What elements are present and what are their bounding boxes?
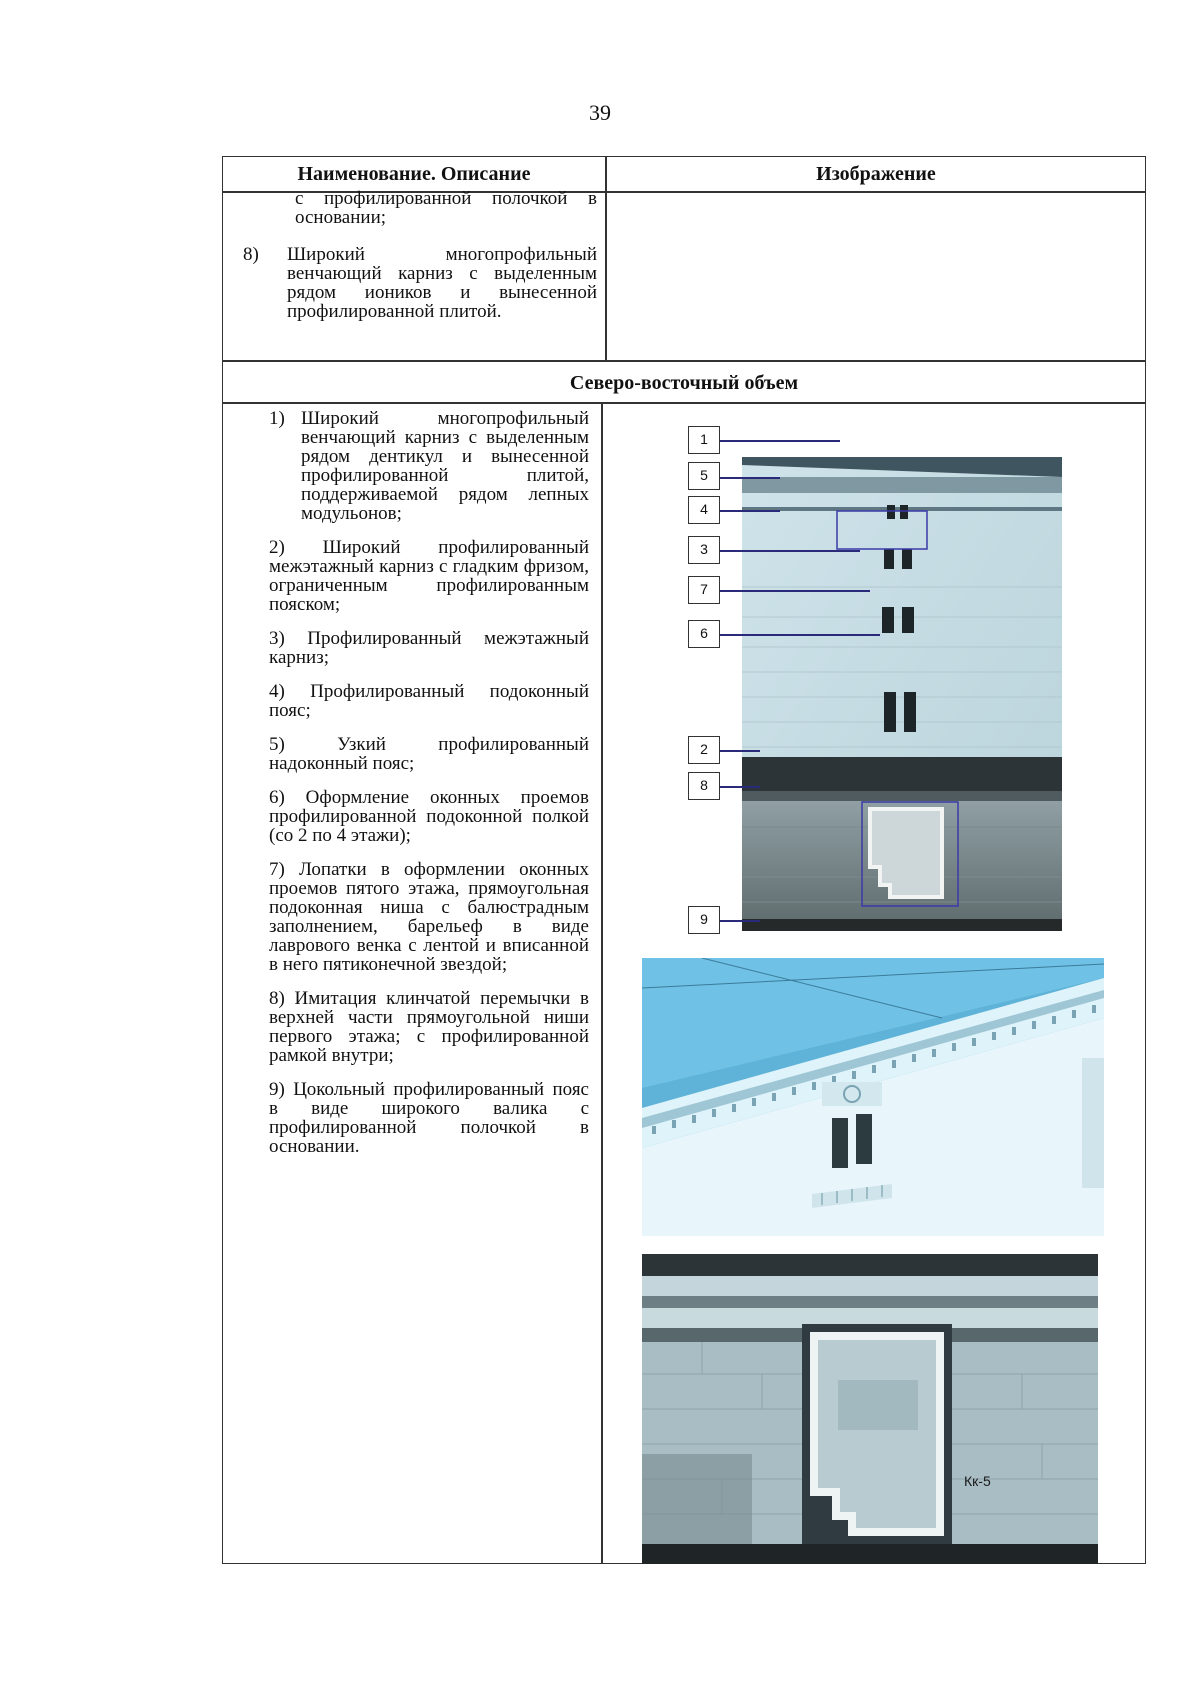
item-number: 8) (243, 244, 259, 265)
item-number: 1) (269, 408, 285, 429)
list-item: 7) Лопатки в оформлении оконных проемов пятого этажа, прямоугольная подоконная ниша с балюстрадным заполнением, барельеф в виде лаврового венка с лентой и вписанной в него пятиконечной звездой; (269, 859, 589, 975)
callout-8: 8 (688, 772, 720, 800)
callout-6: 6 (688, 620, 720, 648)
niche-inscription: Кк-5 (964, 1473, 991, 1489)
list-item: 3) Профилированный межэтажный карниз; (269, 628, 589, 668)
list-item: 4) Профилированный подоконный пояс; (269, 681, 589, 721)
callout-1: 1 (688, 426, 720, 454)
continuation-block (243, 189, 597, 336)
list-item: 9) Цокольный профилированный пояс в виде широкого валика с профилированной полочкой в основании. (269, 1079, 589, 1157)
items-list (269, 409, 589, 1171)
cornice-photo (642, 958, 1104, 1236)
callout-7: 7 (688, 576, 720, 604)
list-item: 6) Оформление оконных проемов профилированной подоконной полкой (со 2 по 4 этажи); (269, 787, 589, 846)
list-item: 5) Узкий профилированный надоконный пояс; (269, 734, 589, 774)
list-item (269, 409, 589, 523)
column-header-description: Наименование. Описание (297, 163, 531, 185)
list-item: 2) Широкий профилированный межэтажный карниз с гладким фризом, ограниченным профилированным пояском; (269, 537, 589, 615)
facade-photo-annotated (742, 457, 1062, 931)
list-item: 8) Имитация клинчатой перемычки в верхней части прямоугольной ниши первого этажа; с профилированной рамкой внутри; (269, 988, 589, 1066)
callout-2: 2 (688, 736, 720, 764)
continuation-item-8 (243, 245, 597, 321)
niche-photo (642, 1254, 1098, 1564)
column-header-image: Изображение (816, 163, 936, 185)
item-text: Широкий многопрофильный венчающий карниз с выделенным рядом дентикул и вынесенной профилированной плитой, поддерживаемой рядом лепных модульонов; (301, 408, 589, 524)
page-number: 39 (589, 100, 611, 125)
item-text: Широкий многопрофильный венчающий карниз с выделенным рядом иоников и вынесенной профилированной плитой. (287, 244, 597, 322)
callout-5: 5 (688, 462, 720, 490)
section-title: Северо-восточный объем (569, 372, 799, 394)
callout-4: 4 (688, 496, 720, 524)
continuation-text: с профилированной полочкой в основании; (295, 188, 597, 228)
callout-3: 3 (688, 536, 720, 564)
callout-9: 9 (688, 906, 720, 934)
